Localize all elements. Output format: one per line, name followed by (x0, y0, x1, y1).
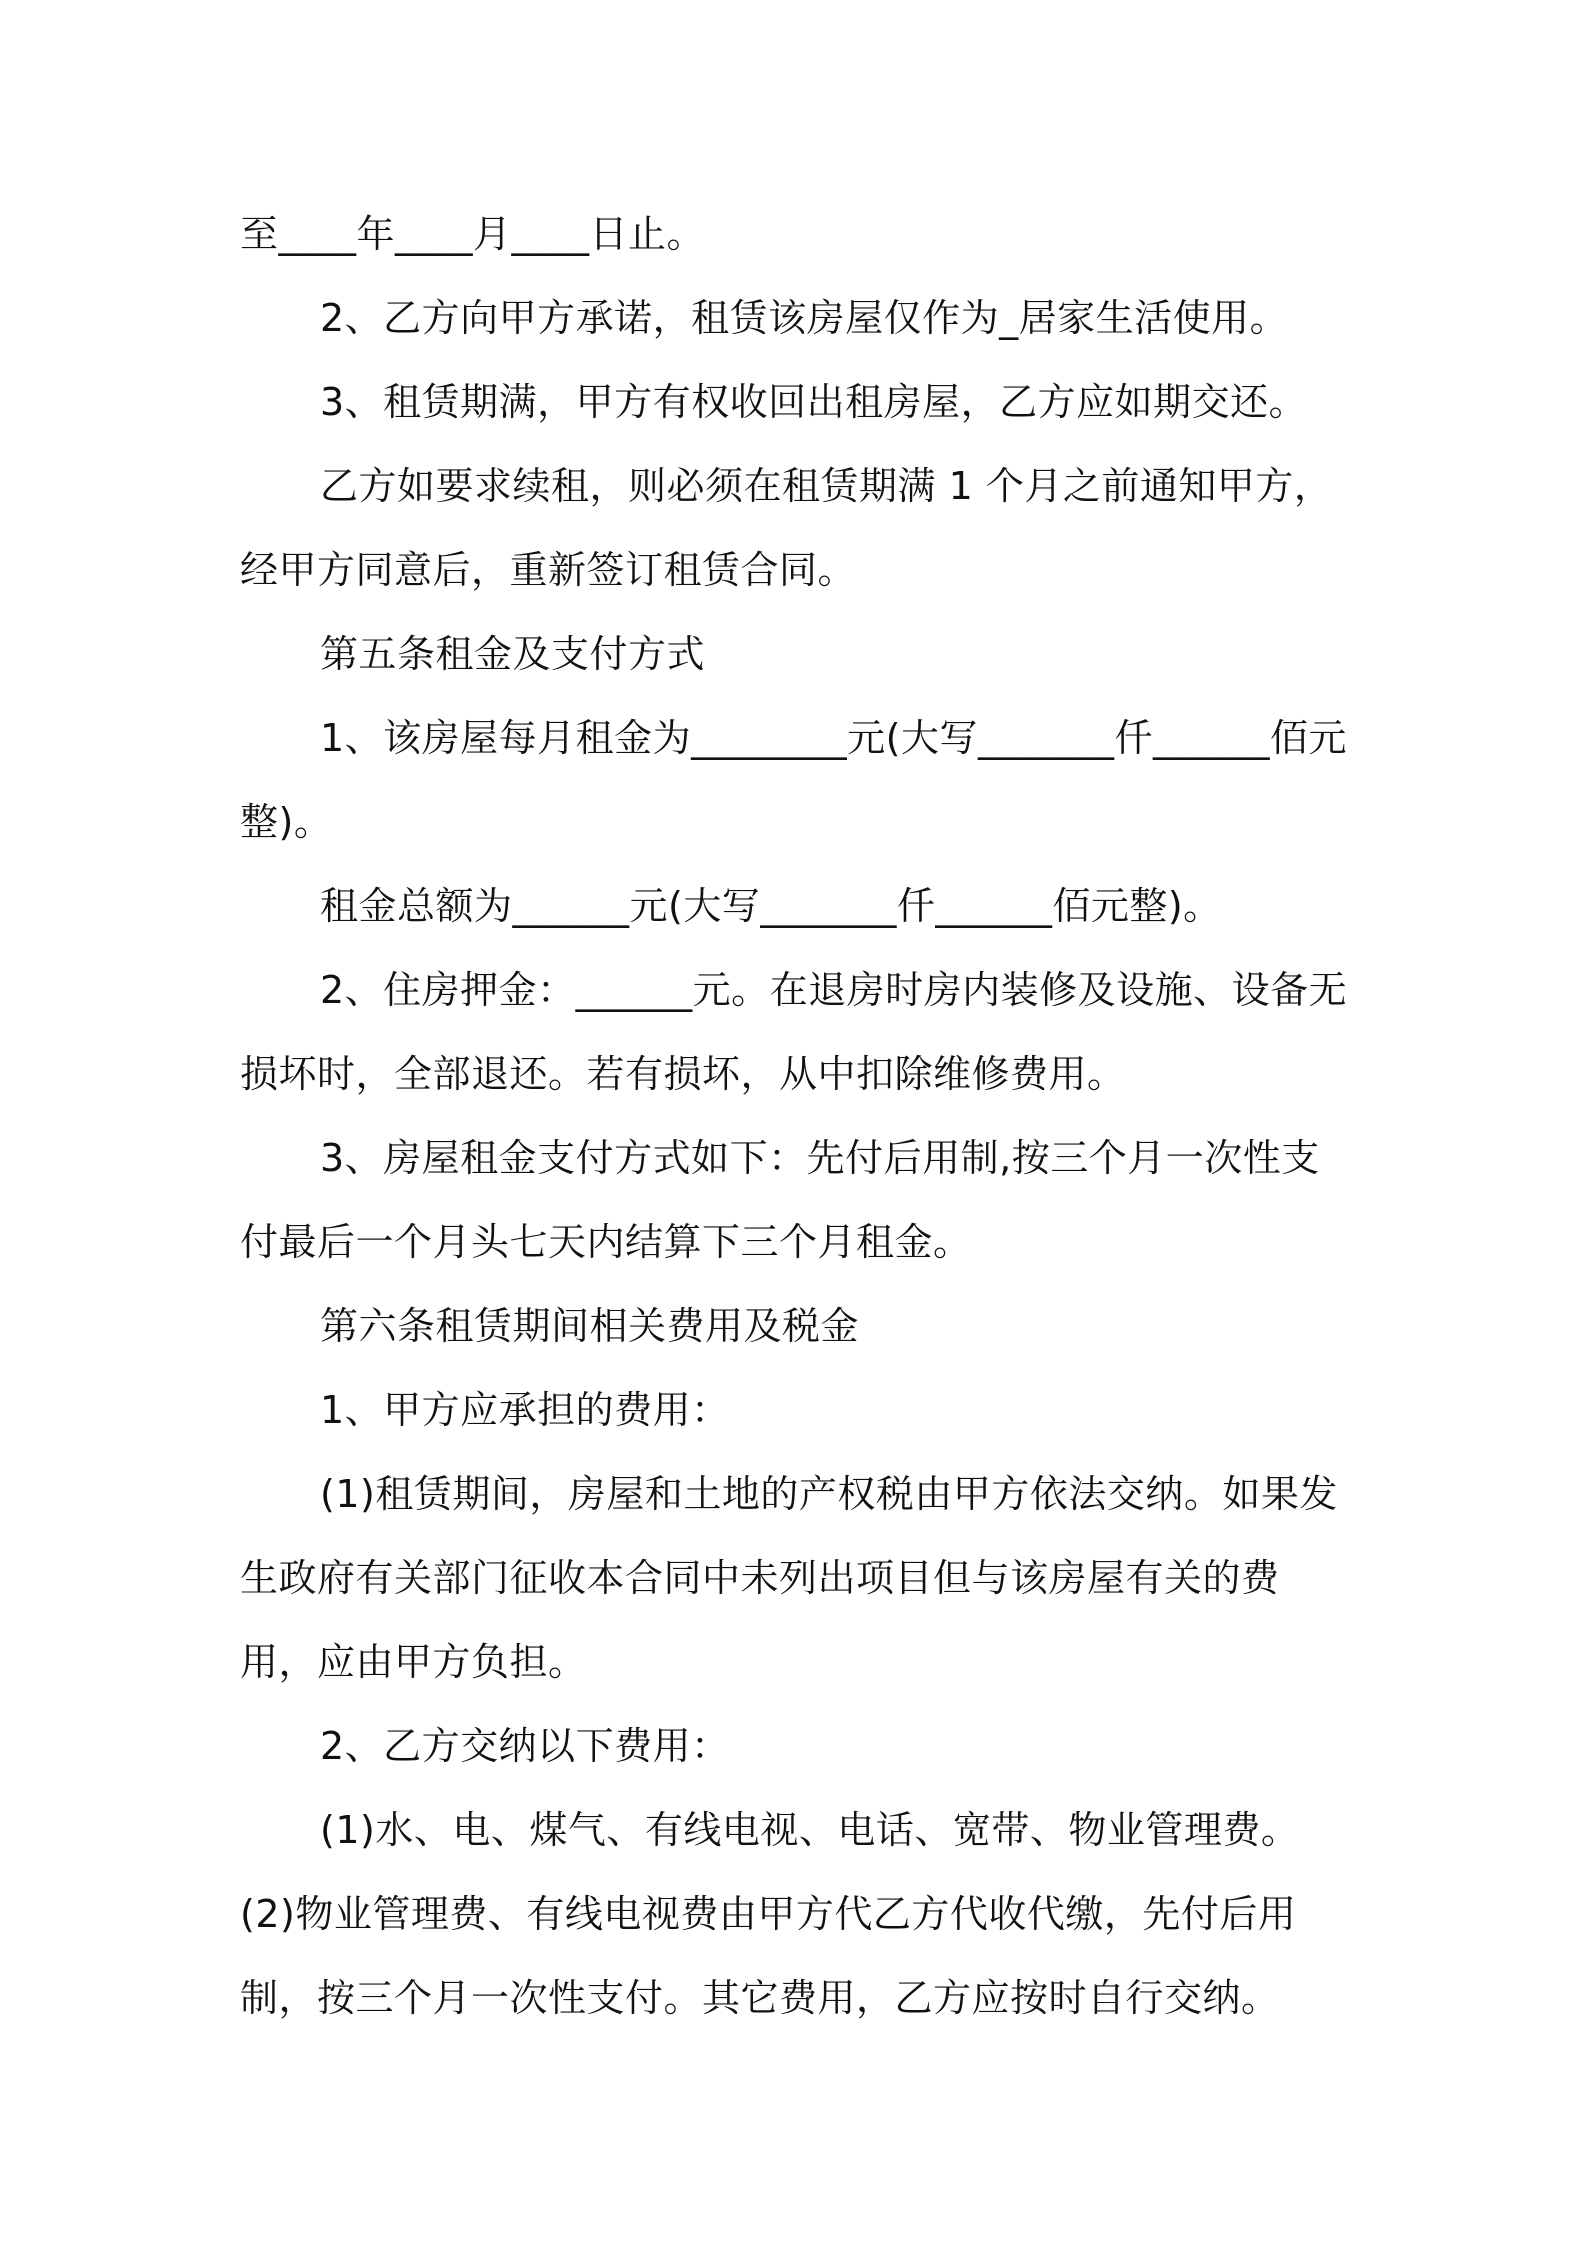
paragraph-usage-commitment: 2、乙方向甲方承诺，租赁该房屋仅作为_居家生活使用。 (320, 296, 1289, 340)
section-heading-rent-payment: 第五条租金及支付方式 (320, 632, 706, 676)
paragraph-tenant-fees: 2、乙方交纳以下费用： (320, 1724, 730, 1768)
section-heading-fees-taxes: 第六条租赁期间相关费用及税金 (320, 1304, 860, 1348)
document-body (240, 192, 1352, 2040)
paragraph-deposit: 2、住房押金：______元。在退房时房内装修及设施、设备无损坏时，全部退还。若有损坏，从中扣除维修费用。 (240, 968, 1348, 1096)
paragraph-lease-expiry: 3、租赁期满，甲方有权收回出租房屋，乙方应如期交还。 (320, 380, 1308, 424)
paragraph-total-rent: 租金总额为______元(大写_______仟______佰元整)。 (320, 884, 1222, 928)
paragraph-utilities: (1)水、电、煤气、有线电视、电话、宽带、物业管理费。(2)物业管理费、有线电视费由甲方代乙方代收代缴，先付后用制，按三个月一次性支付。其它费用，乙方应按时自行交纳。 (240, 1808, 1300, 2020)
paragraph-term-end: 至____年____月____日止。 (240, 212, 706, 256)
paragraph-landlord-fees: 1、甲方应承担的费用： (320, 1388, 730, 1432)
paragraph-renewal: 乙方如要求续租，则必须在租赁期满 1 个月之前通知甲方，经甲方同意后，重新签订租赁合同。 (240, 464, 1333, 592)
paragraph-property-tax: (1)租赁期间，房屋和土地的产权税由甲方依法交纳。如果发生政府有关部门征收本合同中未列出项目但与该房屋有关的费用，应由甲方负担。 (240, 1472, 1338, 1684)
paragraph-monthly-rent: 1、该房屋每月租金为________元(大写_______仟______佰元整)。 (240, 716, 1348, 844)
paragraph-payment-method: 3、房屋租金支付方式如下：先付后用制,按三个月一次性支付最后一个月头七天内结算下三个月租金。 (240, 1136, 1320, 1264)
